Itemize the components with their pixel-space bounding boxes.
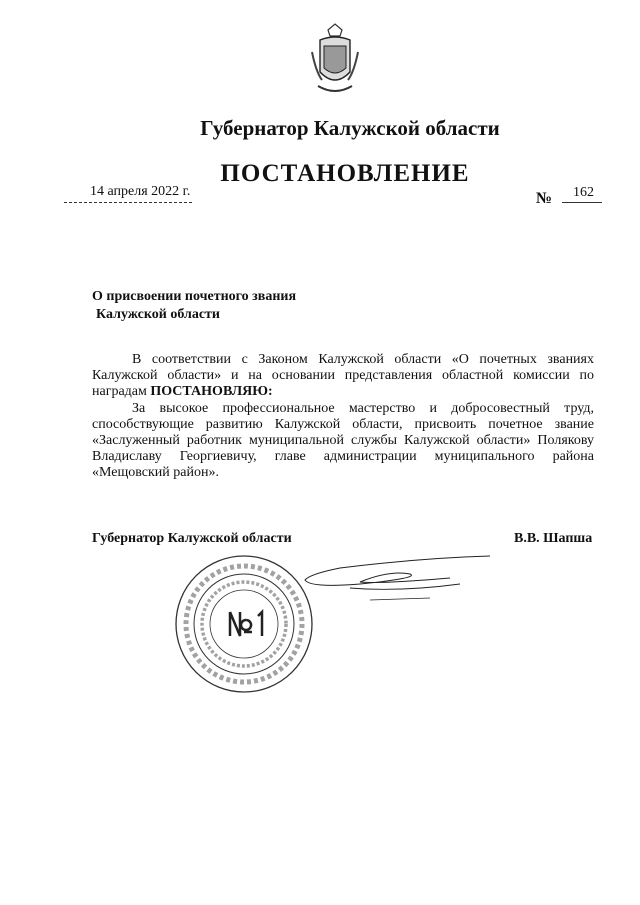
resolve-keyword: ПОСТАНОВЛЯЮ:	[150, 384, 273, 400]
signatory-role: Губернатор Калужской области	[92, 531, 292, 546]
official-seal-stamp	[172, 554, 317, 694]
subject-line: О присвоении почетного звания	[92, 289, 297, 304]
document-body	[92, 352, 594, 482]
issuer-title: Губернатор Калужской области	[200, 116, 500, 140]
paragraph-resolution: За высокое профессиональное мастерство и добросовестный труд, способствующие развитию Калужской области, присвоить почетное звание «Заслуженный работник муниципальной службы Калужской области» Полякову Владиславу Георгиевичу, главе администрации муниципального района «Мещовский район».	[92, 400, 594, 481]
signatory-name: В.В. Шапша	[514, 531, 593, 546]
number-underline	[562, 202, 602, 203]
subject-line: Калужской области	[96, 307, 220, 322]
handwritten-signature	[300, 548, 500, 608]
document-number: 162	[573, 185, 594, 200]
date-underline	[64, 202, 192, 203]
paragraph-preamble	[92, 352, 594, 401]
number-label: №	[536, 190, 553, 207]
coat-of-arms-emblem	[310, 22, 360, 102]
document-date: 14 апреля 2022 г.	[90, 184, 191, 199]
preamble-text: В соответствии с Законом Калужской области «О почетных званиях Калужской области» и на основании представления областной комиссии по наградам	[92, 352, 594, 400]
document-subject	[92, 288, 296, 324]
document-type: ПОСТАНОВЛЕНИЕ	[220, 160, 470, 187]
